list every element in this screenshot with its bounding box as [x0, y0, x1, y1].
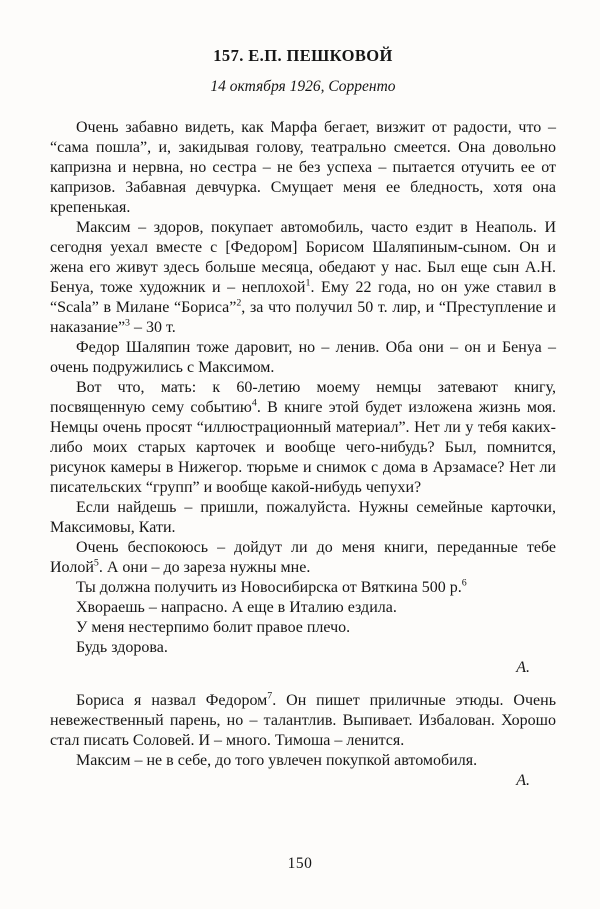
- letter-body: [50, 118, 556, 791]
- letter-paragraph: У меня нестерпимо болит правое плечо.: [76, 619, 351, 636]
- letter-dateline: 14 октября 1926, Сорренто: [210, 78, 396, 95]
- letter-paragraph: Максим – не в себе, до того увлечен покупкой автомобиля.: [76, 752, 478, 769]
- footnote-ref: 1: [305, 277, 311, 289]
- letter-paragraph: Бориса я назвал Федором$^7$. Он пишет приличные этюды. Очень невежественный парень, но – талантлив. Выпивает. Избалован. Хорошо стал писать Соловей. И – много. Тимоша – ленится.: [50, 690, 556, 749]
- letter-paragraph: Очень беспокоюсь – дойдут ли до меня книги, переданные тебе Иолой$^5$. А они – до зареза нужны мне.: [50, 539, 556, 576]
- letter-paragraph: Если найдешь – пришли, пожалуйста. Нужны семейные карточки, Максимовы, Кати.: [50, 499, 556, 536]
- letter-paragraph: Хвораешь – напрасно. А еще в Италию ездила.: [76, 599, 397, 616]
- footnote-ref: 2: [236, 297, 242, 309]
- signature: А.: [516, 659, 530, 676]
- letter-paragraph: Федор Шаляпин тоже даровит, но – ленив. Оба они – он и Бенуа – очень подружились с Максимом.: [50, 339, 556, 376]
- footnote-ref: 5: [93, 557, 99, 569]
- letter-paragraph: Ты должна получить из Новосибирска от Вяткина 500 р.$^6$: [76, 577, 467, 596]
- letter-paragraph: Вот что, мать: к 60-летию моему немцы затевают книгу, посвященную сему событию$^4$. В книге этой будет изложена жизнь моя. Немцы очень просят “иллюстрационный материал”. Нет ли у тебя каких-либо моих старых карточек и вообще чего-нибудь? Был, помнится, рисунок камеры в Нижегор. тюрьме и снимок с дома в Арзамасе? Нет ли писательских “групп” и вообще какой-нибудь чепухи?: [50, 379, 556, 496]
- signature: А.: [516, 772, 530, 789]
- page-number: 150: [287, 855, 313, 872]
- letter-paragraph: Максим – здоров, покупает автомобиль, часто ездит в Неаполь. И сегодня уехал вместе с [Федором] Борисом Шаляпиным-сыном. Он и жена его живут здесь больше месяца, обедают у нас. Был еще сын А.Н. Бенуа, тоже художник и – неплохой$^1$. Ему 22 года, но он уже ставил в “Scala” в Милане “Бориса”$^2$, за что получил 50 т. лир, и “Преступление и наказание”$^3$ – 30 т.: [50, 219, 556, 336]
- letter-title: 157. Е.П. ПЕШКОВОЙ: [213, 46, 393, 65]
- footnote-ref: 4: [251, 397, 257, 409]
- letter-paragraph: Очень забавно видеть, как Марфа бегает, визжит от радости, что – “сама пошла”, и, закидывая голову, театрально смеется. Она довольно капризна и нервна, но сестра – не без успеха – пытается отучить ее от капризов. Забавная девчурка. Смущает меня ее бледность, хотя она крепенькая.: [50, 119, 556, 216]
- footnote-ref: 7: [267, 690, 273, 702]
- footnote-ref: 3: [125, 317, 130, 329]
- footnote-ref: 6: [461, 577, 467, 589]
- letter-paragraph: Будь здорова.: [76, 639, 168, 656]
